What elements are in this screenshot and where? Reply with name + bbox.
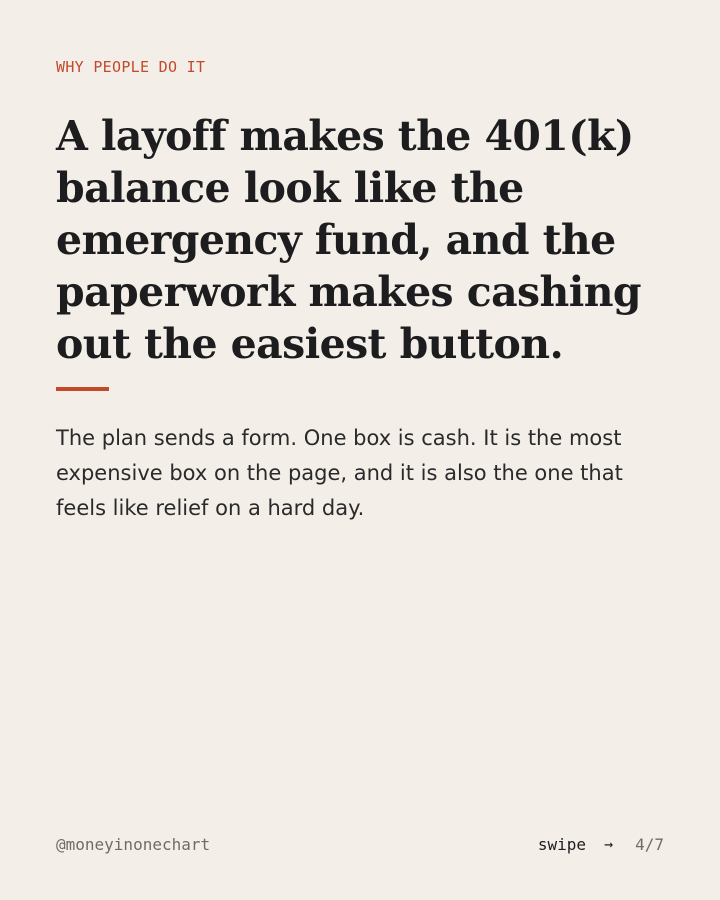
swipe-label: swipe [537, 834, 587, 854]
footer [56, 832, 664, 856]
arrow-right-icon: → [604, 835, 614, 853]
headline: A layoff makes the 401(k) balance look like the emergency fund, and the paperwork makes cashing out the easiest button. [56, 112, 641, 368]
account-handle: @moneyinonechart [56, 834, 211, 854]
page-indicator: 4/7 [635, 834, 664, 854]
swipe-nav[interactable] [538, 835, 664, 854]
section-kicker: WHY PEOPLE DO IT [56, 58, 206, 76]
body-paragraph: The plan sends a form. One box is cash. It is the most expensive box on the page, and it is also the one that feels like relief on a hard day. [56, 426, 623, 520]
accent-divider [56, 387, 109, 391]
